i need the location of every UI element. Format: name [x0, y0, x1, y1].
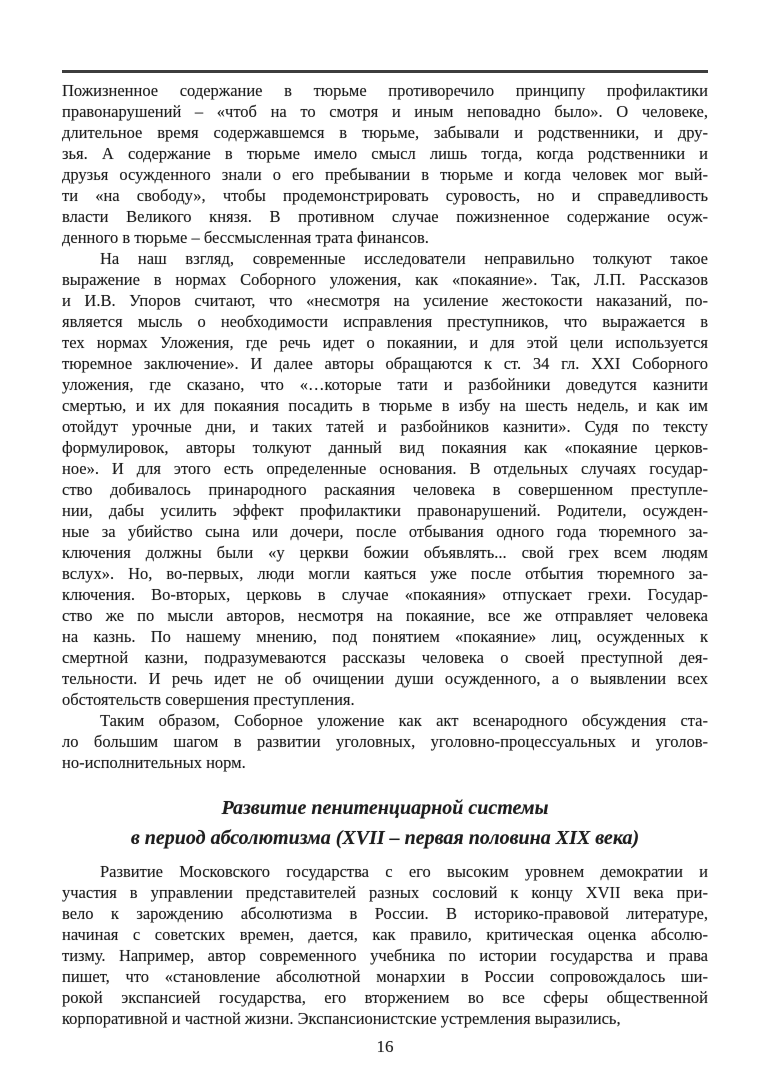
text-line: ство же по мысли авторов, несмотря на покаяние, все же отправляет человека [62, 606, 708, 625]
text-line: денного в тюрьме – бессмысленная трата финансов. [62, 228, 429, 247]
text-line: ные за убийство сына или дочери, после отбывания одного года тюремного за- [62, 522, 708, 541]
text-line: смертной казни, подразумеваются рассказы человека о своей преступной дея- [62, 648, 708, 667]
text-line: и И.В. Упоров считают, что «несмотря на усиление жестокости наказаний, по- [62, 291, 708, 310]
text-line: друзья осужденного знали о его пребывании в тюрьме и когда человек мог вый- [62, 165, 708, 184]
text-line: тельности. И речь идет не об очищении души осужденного, а о выявлении всех [62, 669, 708, 688]
text-line: Пожизненное содержание в тюрьме противоречило принципу профилактики [62, 81, 708, 100]
text-line: нии, дабы усилить эффект профилактики правонарушений. Родители, осужден- [62, 501, 708, 520]
text-line: вело к зарождению абсолютизма в России. В историко-правовой литературе, [62, 904, 708, 923]
text-line: тизму. Например, автор современного учебника по истории государства и права [62, 946, 708, 965]
text-line: ключения. Во-вторых, церковь в случае «покаяния» отпускает грехи. Государ- [62, 585, 708, 604]
text-line: отойдут урочные дни, и таких татей и разбойников казнити». Судя по тексту [62, 417, 708, 436]
text-line: зья. А содержание в тюрьме имело смысл лишь тогда, когда родственники и [62, 144, 708, 163]
text-line: на казнь. По нашему мнению, под понятием «покаяние» лиц, осужденных к [62, 627, 708, 646]
heading-line: Развитие пенитенциарной системы [221, 797, 549, 819]
text-line: тюремное заключение». И далее авторы обращаются к ст. 34 гл. XXI Соборного [62, 354, 708, 373]
text-line: уложения, где сказано, что «…которые тати и разбойники доведутся казнити [62, 375, 708, 394]
text-blocks [62, 80, 708, 1029]
paragraph [62, 80, 708, 248]
section-heading [62, 793, 708, 853]
text-line: формулировок, авторы толкуют данный вид покаяния как «покаяние церков- [62, 438, 708, 457]
text-line: выражение в нормах Соборного уложения, как «покаяние». Так, Л.П. Рассказов [62, 270, 708, 289]
text-line: обстоятельств совершения преступления. [62, 690, 355, 709]
paragraph [62, 861, 708, 1029]
text-line: участия в управлении представителей разных сословий к концу XVII века при- [62, 883, 708, 902]
text-line: корпоративной и частной жизни. Экспансионистские устремления выразились, [62, 1009, 621, 1028]
text-line: рокой экспансией государства, его вторжением во все сферы общественной [62, 988, 708, 1007]
text-line: вслух». Но, во-первых, люди могли каяться уже после отбытия тюремного за- [62, 564, 708, 583]
text-line: но-исполнительных норм. [62, 753, 246, 772]
text-line: На наш взгляд, современные исследователи неправильно толкуют такое [100, 249, 708, 268]
text-line: власти Великого князя. В противном случае пожизненное содержание осуж- [62, 207, 708, 226]
text-line: пишет, что «становление абсолютной монархии в России сопровождалось ши- [62, 967, 708, 986]
page-number: 16 [376, 1037, 394, 1056]
text-line: ное». И для этого есть определенные основания. В отдельных случаях государ- [62, 459, 708, 478]
text-line: смертью, и их для покаяния посадить в тюрьме в избу на шесть недель, и как им [62, 396, 708, 415]
text-line: правонарушений – «чтоб на то смотря и иным неповадно было». О человеке, [62, 102, 708, 121]
heading-line: в период абсолютизма (XVII – первая половина XIX века) [130, 827, 640, 849]
header-rule [62, 70, 708, 73]
text-line: ство добивалось принародного раскаяния человека в совершенном преступле- [62, 480, 708, 499]
text-line: тех нормах Уложения, где речь идет о покаянии, и для этой цели используется [62, 333, 708, 352]
text-line: ло большим шагом в развитии уголовных, уголовно-процессуальных и уголов- [62, 732, 708, 751]
text-column [62, 80, 708, 1057]
text-line: начиная с советских времен, дается, как правило, критическая оценка абсолю- [62, 925, 708, 944]
text-line: ключения должны были «у церкви божии объявлять... свой грех всем людям [62, 543, 708, 562]
text-line: является мысль о необходимости исправления преступников, что выражается в [62, 312, 708, 331]
text-line: ти «на свободу», чтобы продемонстрировать суровость, но и справедливость [62, 186, 708, 205]
text-line: Развитие Московского государства с его высоким уровнем демократии и [100, 862, 708, 881]
paragraph [62, 710, 708, 773]
text-line: длительное время содержавшемся в тюрьме, забывали и родственники, и дру- [62, 123, 708, 142]
paragraph [62, 248, 708, 710]
text-line: Таким образом, Соборное уложение как акт всенародного обсуждения ста- [100, 711, 708, 730]
